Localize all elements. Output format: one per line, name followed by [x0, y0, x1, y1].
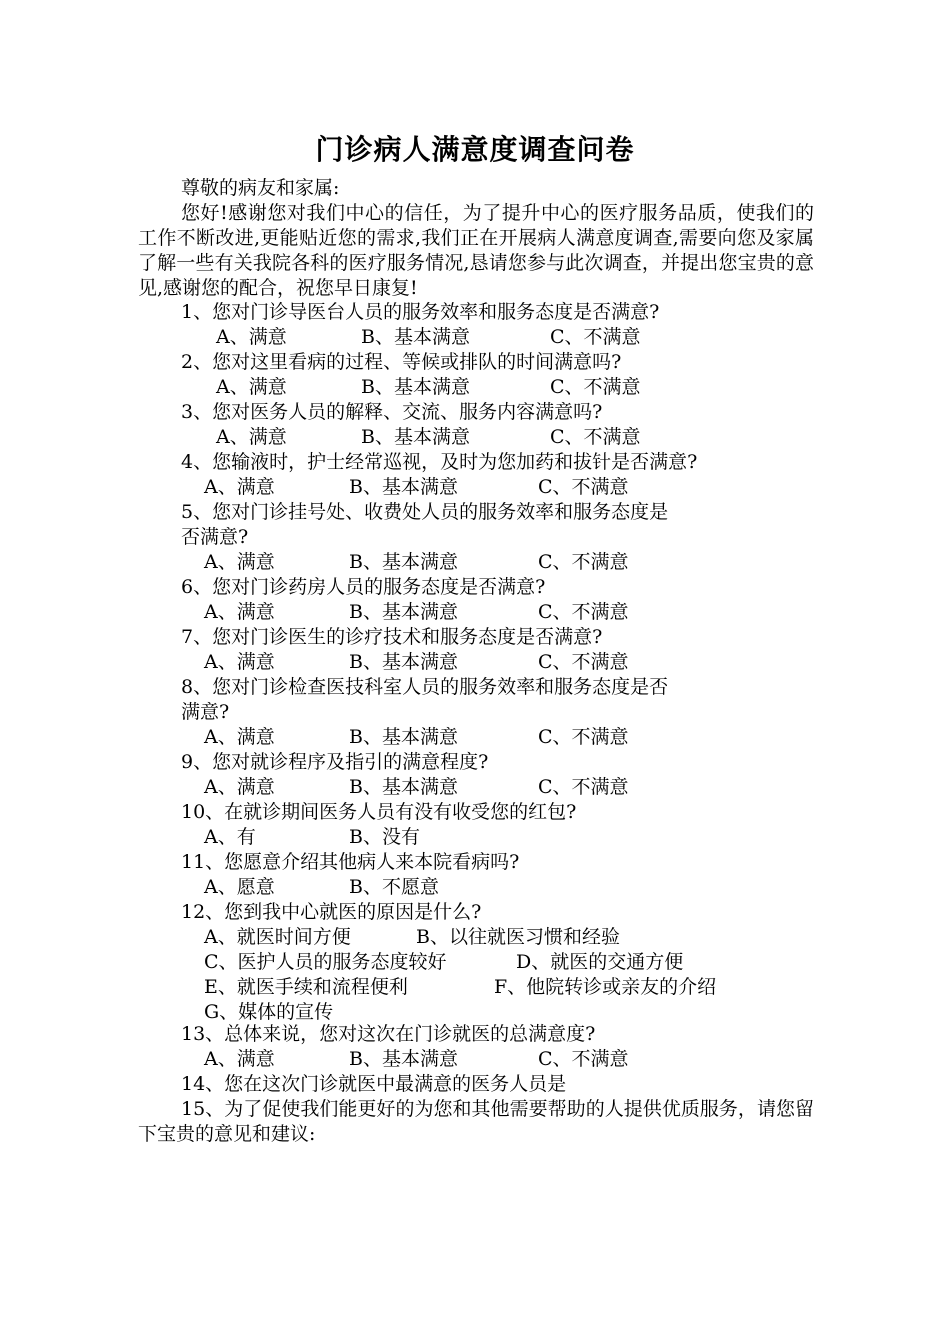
question-9-options — [204, 775, 629, 800]
option[interactable]: A、有 — [204, 826, 256, 848]
option[interactable]: B、基本满意 — [349, 726, 458, 748]
greeting: 尊敬的病友和家属: — [181, 177, 340, 199]
option[interactable]: B、基本满意 — [349, 1048, 458, 1070]
question-12-options-row1 — [204, 925, 620, 950]
question-8-options — [204, 725, 629, 750]
option[interactable]: A、满意 — [204, 726, 275, 748]
option[interactable]: A、就医时间方便 — [204, 926, 351, 948]
option[interactable]: C、不满意 — [538, 726, 629, 748]
question-12: 12、您到我中心就医的原因是什么? — [181, 901, 482, 923]
question-10: 10、在就诊期间医务人员有没有收受您的红包? — [181, 801, 577, 823]
option[interactable]: A、满意 — [204, 601, 275, 623]
question-5-cont: 否满意? — [181, 526, 249, 548]
option[interactable]: B、以往就医习惯和经验 — [416, 926, 620, 948]
option[interactable]: A、满意 — [204, 551, 275, 573]
option[interactable]: B、基本满意 — [349, 651, 458, 673]
option[interactable]: A、满意 — [204, 1048, 275, 1070]
question-5: 5、您对门诊挂号处、收费处人员的服务效率和服务态度是 — [181, 501, 669, 523]
question-7-options — [204, 650, 629, 675]
question-5-options — [204, 550, 629, 575]
question-7: 7、您对门诊医生的诊疗技术和服务态度是否满意? — [181, 626, 603, 648]
option[interactable]: B、没有 — [349, 826, 420, 848]
option[interactable]: C、不满意 — [538, 601, 629, 623]
option[interactable]: C、不满意 — [538, 776, 629, 798]
option[interactable]: C、不满意 — [538, 551, 629, 573]
question-4: 4、您输液时，护士经常巡视，及时为您加药和拔针是否满意? — [181, 451, 698, 473]
option[interactable]: B、基本满意 — [349, 476, 458, 498]
question-4-options — [204, 475, 629, 500]
question-2-options — [216, 375, 641, 400]
option[interactable]: B、基本满意 — [361, 426, 470, 448]
option[interactable]: C、不满意 — [550, 426, 641, 448]
question-14: 14、您在这次门诊就医中最满意的医务人员是 — [181, 1073, 567, 1095]
option[interactable]: B、基本满意 — [361, 326, 470, 348]
question-6-options — [204, 600, 629, 625]
option[interactable]: A、满意 — [216, 426, 287, 448]
question-8-cont: 满意? — [181, 701, 230, 723]
question-3: 3、您对医务人员的解释、交流、服务内容满意吗? — [181, 401, 603, 423]
option[interactable]: C、不满意 — [538, 1048, 629, 1070]
question-1-options — [216, 325, 641, 350]
option[interactable]: C、不满意 — [550, 376, 641, 398]
option[interactable]: B、基本满意 — [349, 551, 458, 573]
option[interactable]: A、满意 — [204, 476, 275, 498]
question-13: 13、总体来说，您对这次在门诊就医的总满意度? — [181, 1023, 596, 1045]
option[interactable]: C、不满意 — [550, 326, 641, 348]
option[interactable]: B、基本满意 — [361, 376, 470, 398]
question-3-options — [216, 425, 641, 450]
question-15: 15、为了促使我们能更好的为您和其他需要帮助的人提供优质服务，请您留下宝贵的意见和建议: — [138, 1098, 814, 1145]
question-2: 2、您对这里看病的过程、等候或排队的时间满意吗? — [181, 351, 622, 373]
question-8: 8、您对门诊检查医技科室人员的服务效率和服务态度是否 — [181, 676, 669, 698]
question-9: 9、您对就诊程序及指引的满意程度? — [181, 751, 489, 773]
option[interactable]: A、满意 — [216, 376, 287, 398]
option[interactable]: A、满意 — [204, 776, 275, 798]
question-6: 6、您对门诊药房人员的服务态度是否满意? — [181, 576, 546, 598]
question-12-options-row3 — [204, 975, 716, 1000]
option[interactable]: C、不满意 — [538, 651, 629, 673]
option[interactable]: A、满意 — [204, 651, 275, 673]
question-11: 11、您愿意介绍其他病人来本院看病吗? — [181, 851, 520, 873]
option[interactable]: C、医护人员的服务态度较好 — [204, 951, 447, 973]
option[interactable]: A、满意 — [216, 326, 287, 348]
option[interactable]: A、愿意 — [204, 876, 275, 898]
option[interactable]: F、他院转诊或亲友的介绍 — [494, 976, 717, 998]
option[interactable]: B、不愿意 — [349, 876, 439, 898]
option[interactable]: C、不满意 — [538, 476, 629, 498]
intro-paragraph: 您好!感谢您对我们中心的信任，为了提升中心的医疗服务品质，使我们的工作不断改进,更能贴近您的需求,我们正在开展病人满意度调查,需要向您及家属了解一些有关我院各科的医疗服务情况,恳请您参与此次调查，并提出您宝贵的意见,感谢您的配合，祝您早日康复! — [138, 202, 814, 299]
option[interactable]: E、就医手续和流程便利 — [204, 976, 408, 998]
option[interactable]: B、基本满意 — [349, 601, 458, 623]
option[interactable]: B、基本满意 — [349, 776, 458, 798]
page-title: 门诊病人满意度调查问卷 — [315, 133, 635, 166]
question-13-options — [204, 1047, 629, 1072]
option[interactable]: G、媒体的宣传 — [204, 1001, 334, 1023]
option[interactable]: D、就医的交通方便 — [516, 951, 684, 973]
question-11-options — [204, 875, 439, 900]
question-1: 1、您对门诊导医台人员的服务效率和服务态度是否满意? — [181, 301, 660, 323]
question-10-options — [204, 825, 420, 850]
question-12-options-row2 — [204, 950, 683, 975]
